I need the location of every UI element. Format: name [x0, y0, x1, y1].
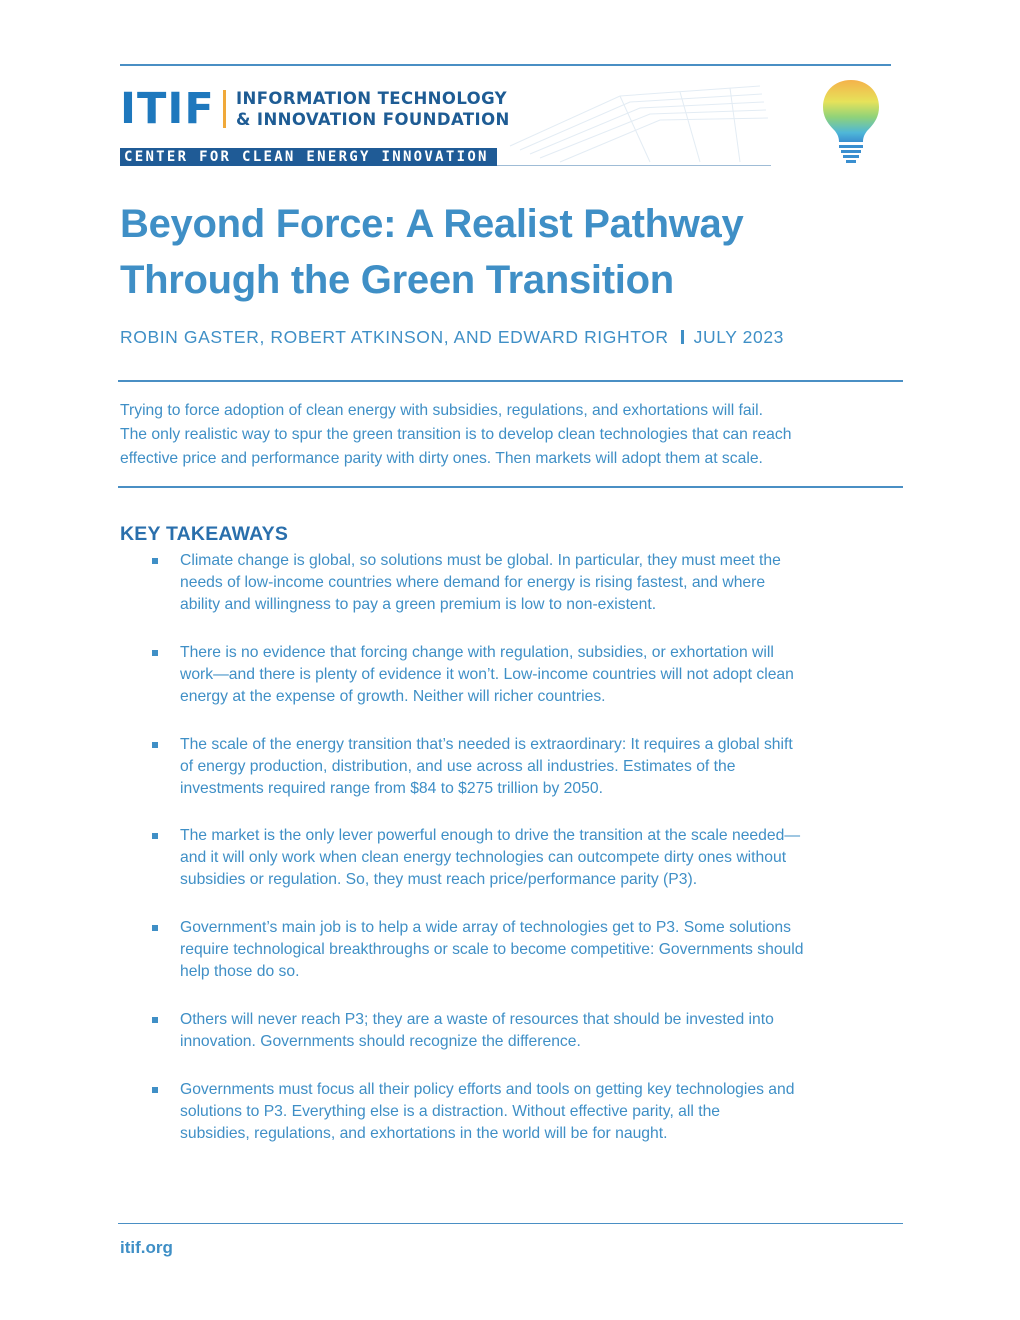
logo-organization-name: [236, 88, 510, 130]
takeaway-text: [180, 642, 905, 708]
takeaway-text: [180, 825, 905, 891]
square-bullet-icon: [152, 1017, 158, 1023]
footer-site-link[interactable]: itif.org: [120, 1238, 173, 1257]
logo-acronym: ITIF: [120, 84, 215, 134]
logo-name-line2: & INNOVATION FOUNDATION: [236, 110, 510, 129]
square-bullet-icon: [152, 558, 158, 564]
key-takeaways-heading: KEY TAKEAWAYS: [120, 523, 289, 545]
takeaway-line: investments required range from $84 to $275 trillion by 2050.: [180, 780, 603, 797]
takeaway-text: [180, 1079, 905, 1145]
abstract-line: effective price and performance parity with dirty ones. Then markets will adopt them at scale.: [120, 450, 763, 467]
square-bullet-icon: [152, 742, 158, 748]
footer-rule: [118, 1223, 903, 1224]
takeaway-line: Climate change is global, so solutions must be global. In particular, they must meet the: [180, 552, 781, 569]
takeaway-line: The market is the only lever powerful enough to drive the transition at the scale needed—: [180, 827, 801, 844]
logo-name-line1: INFORMATION TECHNOLOGY: [236, 89, 507, 108]
takeaway-line: and it will only work when clean energy technologies can outcompete dirty ones without: [180, 849, 787, 866]
takeaway-text: [180, 550, 905, 616]
divider-rule: [118, 380, 903, 382]
byline: [120, 326, 784, 348]
divider-rule: [118, 486, 903, 488]
takeaway-line: subsidies, regulations, and exhortations in the world will be for naught.: [180, 1125, 668, 1142]
square-bullet-icon: [152, 925, 158, 931]
takeaway-text: [180, 917, 905, 983]
square-bullet-icon: [152, 833, 158, 839]
takeaway-line: require technological breakthroughs or scale to become competitive: Governments should: [180, 941, 804, 958]
takeaway-line: Others will never reach P3; they are a waste of resources that should be invested into: [180, 1011, 774, 1028]
takeaway-line: help those do so.: [180, 963, 300, 980]
title-line-2: Through the Green Transition: [120, 258, 674, 302]
watermark-graphic: [500, 76, 780, 166]
takeaway-line: subsidies or regulation. So, they must reach price/performance parity (P3).: [180, 871, 698, 888]
abstract-line: The only realistic way to spur the green transition is to develop clean technologies that can reach: [120, 426, 792, 443]
byline-separator: [681, 330, 684, 344]
takeaway-line: ability and willingness to pay a green premium is low to non-existent.: [180, 596, 657, 613]
abstract-line: Trying to force adoption of clean energy with subsidies, regulations, and exhortations will fail.: [120, 402, 763, 419]
band-underline: [497, 165, 771, 166]
takeaway-line: energy at the expense of growth. Neither will richer countries.: [180, 688, 606, 705]
logo-divider: [223, 90, 226, 128]
takeaway-line: innovation. Governments should recognize the difference.: [180, 1033, 581, 1050]
takeaway-line: Governments must focus all their policy efforts and tools on getting key technologies and: [180, 1081, 795, 1098]
takeaway-text: [180, 1009, 905, 1053]
itif-logo: [120, 86, 780, 170]
center-name-band: CENTER FOR CLEAN ENERGY INNOVATION: [120, 148, 497, 166]
takeaway-line: Government’s main job is to help a wide array of technologies get to P3. Some solutions: [180, 919, 791, 936]
title-line-1: Beyond Force: A Realist Pathway: [120, 202, 744, 246]
report-title: [120, 196, 880, 308]
publication-date: JULY 2023: [693, 327, 785, 347]
takeaway-line: work—and there is plenty of evidence it won’t. Low-income countries will not adopt clean: [180, 666, 794, 683]
abstract: [120, 399, 910, 471]
takeaway-line: There is no evidence that forcing change with regulation, subsidies, or exhortation will: [180, 644, 774, 661]
takeaway-line: solutions to P3. Everything else is a distraction. Without effective parity, all the: [180, 1103, 721, 1120]
takeaway-line: needs of low-income countries where demand for energy is rising fastest, and where: [180, 574, 766, 591]
takeaway-line: of energy production, distribution, and use across all industries. Estimates of the: [180, 758, 736, 775]
square-bullet-icon: [152, 650, 158, 656]
top-rule: [120, 64, 891, 66]
lightbulb-icon: [820, 78, 882, 170]
square-bullet-icon: [152, 1087, 158, 1093]
takeaway-line: The scale of the energy transition that’s needed is extraordinary: It requires a global shift: [180, 736, 793, 753]
takeaway-text: [180, 734, 905, 800]
authors: ROBIN GASTER, ROBERT ATKINSON, AND EDWARD RIGHTOR: [120, 327, 669, 347]
